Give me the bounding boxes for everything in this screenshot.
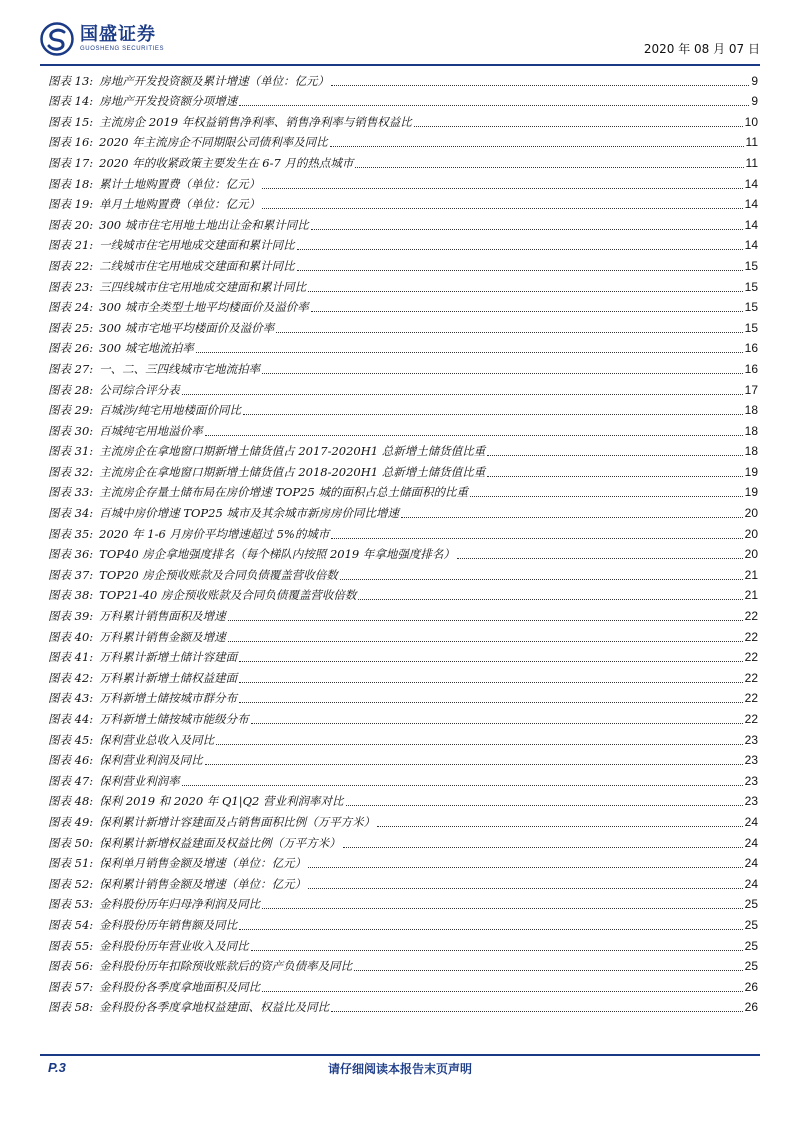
toc-entry[interactable] [48, 706, 758, 727]
figure-label: 图表 21: [48, 238, 94, 253]
figure-page-number: 20 [744, 526, 758, 541]
figure-title: 一线城市住宅用地成交建面和累计同比 [99, 238, 295, 253]
figure-page-number: 16 [744, 361, 758, 376]
figure-label: 图表 38: [48, 588, 94, 603]
figure-page-number: 23 [744, 794, 758, 809]
figure-page-number: 14 [744, 238, 758, 253]
figure-page-number: 15 [744, 279, 758, 294]
toc-entry[interactable] [48, 336, 758, 357]
figure-label: 图表 47: [48, 773, 94, 788]
dot-leader [401, 516, 743, 518]
figure-title: 金科股份历年销售额及同比 [99, 917, 238, 932]
toc-entry[interactable] [48, 892, 758, 913]
figure-label: 图表 31: [48, 444, 94, 459]
figure-title: 保利累计新增计容建面及占销售面积比例（万平方米） [99, 814, 376, 829]
dot-leader [182, 393, 743, 395]
toc-entry[interactable] [48, 665, 758, 686]
dot-leader [251, 949, 743, 951]
dot-leader [343, 846, 743, 848]
figure-page-number: 20 [744, 547, 758, 562]
toc-entry[interactable] [48, 398, 758, 419]
figure-label: 图表 56: [48, 959, 94, 974]
figure-title: 金科股份历年营业收入及同比 [99, 938, 249, 953]
figure-title: 保利营业总收入及同比 [99, 732, 215, 747]
toc-entry[interactable] [48, 274, 758, 295]
figure-title: 300 城市全类型土地平均楼面价及溢价率 [99, 300, 309, 315]
figure-title: 万科累计销售面积及增速 [99, 609, 226, 624]
dot-leader [243, 413, 743, 415]
dot-leader [311, 228, 743, 230]
toc-entry[interactable] [48, 851, 758, 872]
figure-label: 图表 28: [48, 382, 94, 397]
figure-page-number: 11 [745, 135, 758, 150]
figure-title: TOP20 房企预收账款及合同负债覆盖营收倍数 [99, 567, 338, 582]
page-header [40, 22, 760, 60]
figure-label: 图表 44: [48, 712, 94, 726]
figure-label: 图表 13: [48, 73, 94, 88]
figure-label: 图表 34: [48, 506, 94, 521]
dot-leader [262, 187, 742, 189]
dot-leader [297, 248, 743, 250]
figure-page-number: 10 [744, 114, 758, 129]
figure-label: 图表 54: [48, 917, 94, 932]
figure-title: 万科新增土储按城市群分布 [99, 691, 238, 706]
report-date: 2020 年 08 月 07 日 [643, 42, 760, 56]
dot-leader [331, 537, 742, 539]
toc-entry[interactable] [48, 521, 758, 542]
toc-entry[interactable] [48, 212, 758, 233]
figure-page-number: 26 [744, 1000, 758, 1015]
page-number: P.3 [48, 1060, 66, 1075]
figure-title: 保利 2019 和 2020 年 Q1|Q2 营业利润率对比 [99, 794, 344, 809]
figure-page-number: 22 [744, 629, 758, 644]
dot-leader [216, 743, 742, 745]
figure-title: 万科累计新增土储权益建面 [99, 670, 238, 685]
toc-entry[interactable] [48, 315, 758, 336]
toc-entry[interactable] [48, 459, 758, 480]
dot-leader [239, 701, 742, 703]
dot-leader [262, 207, 742, 209]
figure-label: 图表 36: [48, 547, 94, 562]
dot-leader [262, 990, 742, 992]
figure-page-number: 18 [744, 423, 758, 438]
figure-page-number: 22 [744, 609, 758, 624]
toc-entry[interactable] [48, 89, 758, 110]
figure-title: 万科新增土储按城市能级分布 [99, 712, 249, 726]
disclaimer-note: 请仔细阅读本报告末页声明 [327, 1062, 472, 1076]
figure-label: 图表 41: [48, 650, 94, 665]
figure-page-number: 22 [744, 650, 758, 665]
figure-label: 图表 58: [48, 1000, 94, 1015]
figure-page-number: 22 [744, 691, 758, 706]
figure-label: 图表 29: [48, 403, 94, 418]
figure-title: 主流房企在拿地窗口期新增土储货值占 2018-2020H1 总新增土储货值比重 [99, 464, 486, 479]
dot-leader [308, 887, 742, 889]
figure-page-number: 18 [744, 403, 758, 418]
figure-label: 图表 26: [48, 341, 94, 356]
dot-leader [297, 269, 743, 271]
figure-title: 单月土地购置费（单位：亿元） [99, 197, 261, 212]
dot-leader [311, 310, 743, 312]
figure-label: 图表 18: [48, 176, 94, 191]
figure-label: 图表 53: [48, 897, 94, 912]
toc-entry[interactable] [48, 748, 758, 769]
figure-page-number: 21 [744, 567, 758, 582]
figure-label: 图表 30: [48, 423, 94, 438]
figure-title: 百城纯宅用地溢价率 [99, 423, 203, 438]
dot-leader [330, 145, 744, 147]
dot-leader [228, 619, 743, 621]
dot-leader [239, 681, 742, 683]
toc-entry[interactable] [48, 995, 758, 1016]
figure-title: 保利累计销售金额及增速（单位：亿元） [99, 876, 307, 891]
dot-leader [346, 804, 743, 806]
figure-title: 金科股份各季度拿地权益建面、权益比及同比 [99, 1000, 330, 1015]
dot-leader [262, 372, 742, 374]
figure-page-number: 26 [744, 979, 758, 994]
toc-entry[interactable] [48, 768, 758, 789]
figure-title: 保利累计新增权益建面及权益比例（万平方米） [99, 835, 341, 850]
figure-label: 图表 48: [48, 794, 94, 809]
figure-page-number: 24 [744, 835, 758, 850]
table-of-figures [48, 68, 758, 1015]
figure-label: 图表 46: [48, 753, 94, 768]
figure-title: 2020 年主流房企不同期限公司债利率及同比 [99, 135, 328, 150]
figure-title: 主流房企在拿地窗口期新增土储货值占 2017-2020H1 总新增土储货值比重 [99, 444, 486, 459]
figure-label: 图表 45: [48, 732, 94, 747]
figure-page-number: 19 [744, 464, 758, 479]
dot-leader [355, 166, 743, 168]
figure-title: 百城中房价增速 TOP25 城市及其余城市新房房价同比增速 [99, 506, 399, 521]
figure-label: 图表 37: [48, 567, 94, 582]
figure-label: 图表 16: [48, 135, 94, 150]
figure-label: 图表 24: [48, 300, 94, 315]
toc-entry[interactable] [48, 562, 758, 583]
figure-page-number: 16 [744, 341, 758, 356]
dot-leader [308, 290, 742, 292]
dot-leader [340, 578, 743, 580]
figure-page-number: 25 [744, 917, 758, 932]
figure-page-number: 15 [744, 258, 758, 273]
toc-entry[interactable] [48, 253, 758, 274]
figure-label: 图表 52: [48, 876, 94, 891]
figure-label: 图表 49: [48, 814, 94, 829]
figure-page-number: 23 [744, 773, 758, 788]
figure-page-number: 15 [744, 300, 758, 315]
figure-title: 金科股份各季度拿地面积及同比 [99, 979, 261, 994]
figure-title: 公司综合评分表 [99, 382, 180, 397]
dot-leader [308, 866, 742, 868]
figure-title: 保利单月销售金额及增速（单位：亿元） [99, 856, 307, 871]
toc-entry[interactable] [48, 871, 758, 892]
dot-leader [470, 495, 743, 497]
toc-entry[interactable] [48, 912, 758, 933]
figure-page-number: 14 [744, 197, 758, 212]
figure-page-number: 19 [744, 485, 758, 500]
dot-leader [205, 434, 743, 436]
toc-entry[interactable] [48, 727, 758, 748]
figure-label: 图表 42: [48, 670, 94, 685]
dot-leader [262, 907, 742, 909]
figure-page-number: 17 [744, 382, 758, 397]
figure-title: 万科累计新增土储计容建面 [99, 650, 238, 665]
figure-label: 图表 19: [48, 197, 94, 212]
toc-entry[interactable] [48, 68, 758, 89]
figure-title: 300 城市住宅用地土地出让金和累计同比 [99, 217, 309, 232]
dot-leader [239, 928, 742, 930]
toc-entry[interactable] [48, 789, 758, 810]
figure-label: 图表 33: [48, 485, 94, 500]
figure-title: 二线城市住宅用地成交建面和累计同比 [99, 258, 295, 273]
toc-entry[interactable] [48, 686, 758, 707]
figure-label: 图表 40: [48, 629, 94, 644]
figure-title: 主流房企 2019 年权益销售净利率、销售净利率与销售权益比 [99, 114, 412, 129]
dot-leader [251, 722, 743, 724]
figure-page-number: 11 [745, 155, 758, 170]
figure-title: 保利营业利润率 [99, 773, 180, 788]
figure-title: 金科股份历年扣除预收账款后的资产负债率及同比 [99, 959, 353, 974]
toc-entry[interactable] [48, 933, 758, 954]
figure-page-number: 14 [744, 217, 758, 232]
figure-title: 主流房企存量土储布局在房价增速 TOP25 城的面积占总土储面积的比重 [99, 485, 468, 500]
toc-entry[interactable] [48, 192, 758, 213]
dot-leader [239, 660, 742, 662]
figure-page-number: 21 [744, 588, 758, 603]
dot-leader [487, 454, 742, 456]
dot-leader [414, 125, 743, 127]
figure-page-number: 20 [744, 506, 758, 521]
dot-leader [358, 598, 742, 600]
figure-page-number: 9 [751, 73, 758, 88]
figure-title: 金科股份历年归母净利润及同比 [99, 897, 261, 912]
toc-entry[interactable] [48, 542, 758, 563]
figure-label: 图表 35: [48, 526, 94, 541]
toc-entry[interactable] [48, 624, 758, 645]
figure-title: TOP21-40 房企预收账款及合同负债覆盖营收倍数 [99, 588, 357, 603]
figure-page-number: 24 [744, 876, 758, 891]
dot-leader [457, 557, 743, 559]
toc-entry[interactable] [48, 356, 758, 377]
figure-label: 图表 27: [48, 361, 94, 376]
header-divider [40, 64, 760, 66]
toc-entry[interactable] [48, 377, 758, 398]
figure-page-number: 25 [744, 938, 758, 953]
figure-page-number: 14 [744, 176, 758, 191]
dot-leader [331, 1010, 742, 1012]
figure-page-number: 9 [751, 94, 758, 109]
figure-page-number: 22 [744, 712, 758, 726]
figure-title: 一、二、三四线城市宅地流拍率 [99, 361, 261, 376]
dot-leader [377, 825, 742, 827]
figure-label: 图表 17: [48, 155, 94, 170]
toc-entry[interactable] [48, 603, 758, 624]
figure-label: 图表 25: [48, 320, 94, 335]
dot-leader [196, 351, 743, 353]
toc-entry[interactable] [48, 974, 758, 995]
figure-label: 图表 22: [48, 258, 94, 273]
figure-label: 图表 50: [48, 835, 94, 850]
toc-entry[interactable] [48, 295, 758, 316]
toc-entry[interactable] [48, 439, 758, 460]
guosheng-logo-icon [40, 22, 74, 56]
logo-text [80, 25, 164, 53]
figure-label: 图表 15: [48, 114, 94, 129]
toc-entry[interactable] [48, 480, 758, 501]
toc-entry[interactable] [48, 109, 758, 130]
dot-leader [331, 84, 749, 86]
toc-entry[interactable] [48, 233, 758, 254]
toc-entry[interactable] [48, 130, 758, 151]
figure-title: 2020 年 1-6 月房价平均增速超过 5%的城市 [99, 526, 330, 541]
figure-label: 图表 57: [48, 979, 94, 994]
dot-leader [182, 784, 743, 786]
figure-label: 图表 23: [48, 279, 94, 294]
figure-title: 300 城市宅地平均楼面价及溢价率 [99, 320, 275, 335]
toc-entry[interactable] [48, 830, 758, 851]
logo-name-en: GUOSHENG SECURITIES [80, 46, 165, 52]
toc-entry[interactable] [48, 954, 758, 975]
toc-entry[interactable] [48, 150, 758, 171]
figure-page-number: 15 [744, 320, 758, 335]
figure-label: 图表 51: [48, 856, 94, 871]
figure-page-number: 23 [744, 753, 758, 768]
figure-page-number: 23 [744, 732, 758, 747]
toc-entry[interactable] [48, 809, 758, 830]
dot-leader [354, 969, 742, 971]
toc-entry[interactable] [48, 418, 758, 439]
toc-entry[interactable] [48, 645, 758, 666]
company-logo [40, 22, 164, 56]
figure-label: 图表 55: [48, 938, 94, 953]
figure-page-number: 22 [744, 670, 758, 685]
figure-title: 房地产开发投资额及累计增速（单位：亿元） [99, 73, 330, 88]
toc-entry[interactable] [48, 583, 758, 604]
figure-page-number: 18 [744, 444, 758, 459]
dot-leader [228, 640, 743, 642]
figure-title: 保利营业利润及同比 [99, 753, 203, 768]
figure-title: TOP40 房企拿地强度排名（每个梯队内按照 2019 年拿地强度排名） [99, 547, 455, 562]
figure-label: 图表 43: [48, 691, 94, 706]
dot-leader [239, 104, 749, 106]
figure-title: 房地产开发投资额分项增速 [99, 94, 238, 109]
figure-page-number: 25 [744, 897, 758, 912]
figure-label: 图表 14: [48, 94, 94, 109]
dot-leader [205, 763, 743, 765]
figure-title: 累计土地购置费（单位：亿元） [99, 176, 261, 191]
figure-title: 三四线城市住宅用地成交建面和累计同比 [99, 279, 307, 294]
toc-entry[interactable] [48, 500, 758, 521]
dot-leader [487, 475, 742, 477]
dot-leader [276, 331, 742, 333]
figure-label: 图表 32: [48, 464, 94, 479]
figure-title: 300 城宅地流拍率 [99, 341, 194, 356]
figure-page-number: 25 [744, 959, 758, 974]
figure-title: 2020 年的收紧政策主要发生在 6-7 月的热点城市 [99, 155, 354, 170]
footer-divider [40, 1054, 760, 1056]
figure-title: 万科累计销售金额及增速 [99, 629, 226, 644]
logo-name-cn: 国盛证券 [80, 24, 156, 45]
toc-entry[interactable] [48, 171, 758, 192]
figure-page-number: 24 [744, 856, 758, 871]
figure-page-number: 24 [744, 814, 758, 829]
figure-title: 百城涉/纯宅用地楼面价同比 [99, 403, 242, 418]
figure-label: 图表 20: [48, 217, 94, 232]
figure-label: 图表 39: [48, 609, 94, 624]
